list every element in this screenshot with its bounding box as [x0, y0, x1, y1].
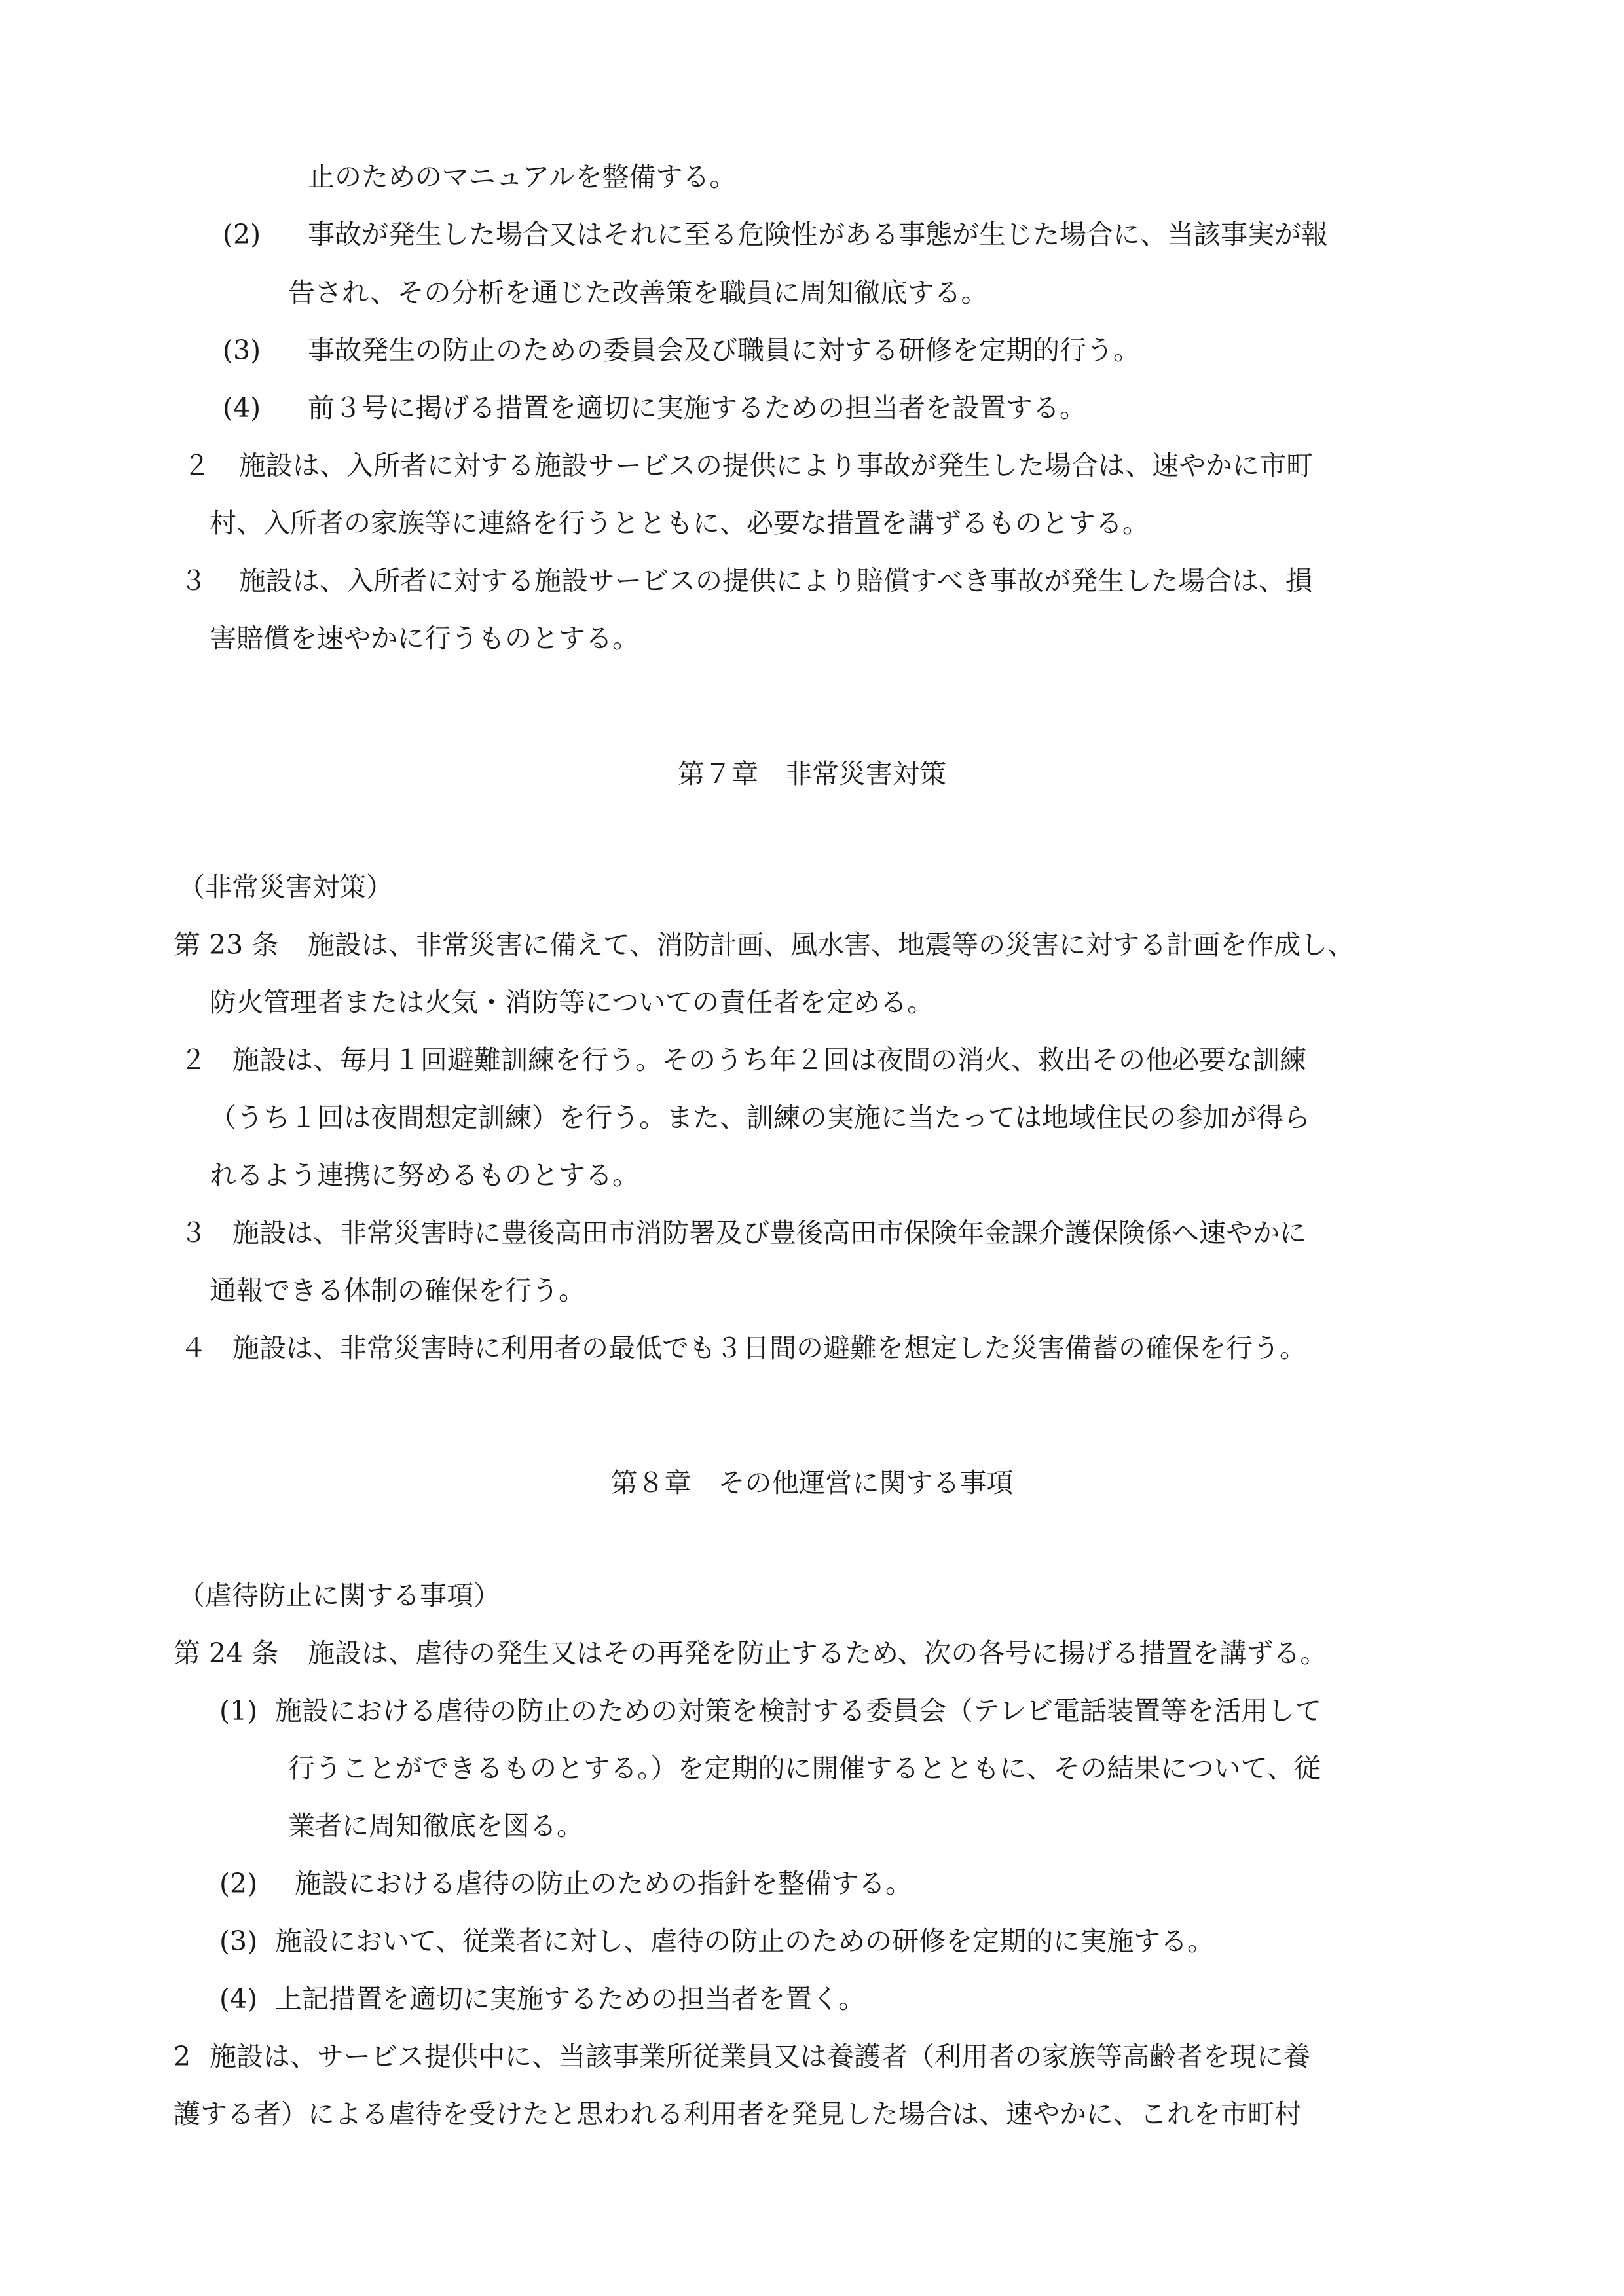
text-line: 前３号に掲げる措置を適切に実施するための担当者を設置する。: [308, 392, 1086, 424]
text-line: 害賠償を速やかに行うものとする。: [210, 623, 639, 654]
text-line: 通報できる体制の確保を行う。: [210, 1275, 585, 1306]
text-line: 施設は、非常災害時に豊後高田市消防署及び豊後高田市保険年金課介護保険係へ速やかに: [232, 1217, 1306, 1248]
paragraph-number: ４: [180, 1332, 207, 1364]
paragraph-number: ２: [180, 1044, 207, 1076]
text-line: 施設は、入所者に対する施設サービスの提供により賠償すべき事故が発生した場合は、損: [239, 565, 1313, 596]
text-line: 護する者）による虐待を受けたと思われる利用者を発見した場合は、速やかに、これを市町村: [174, 2098, 1301, 2130]
text-line: 村、入所者の家族等に連絡を行うとともに、必要な措置を講ずるものとする。: [210, 507, 1149, 539]
text-line: 上記措置を適切に実施するための担当者を置く。: [275, 1983, 866, 2014]
text-line: れるよう連携に努めるものとする。: [210, 1159, 639, 1191]
text-line: 防火管理者または火気・消防等についての責任者を定める。: [210, 987, 934, 1018]
text-line: 止のためのマニュアルを整備する。: [308, 161, 737, 192]
text-line: 施設は、毎月１回避難訓練を行う。そのうち年２回は夜間の消火、救出その他必要な訓練: [232, 1044, 1306, 1076]
text-line: 行うことができるものとする。）を定期的に開催するとともに、その結果について、従: [288, 1753, 1321, 1784]
text-line: 施設は、入所者に対する施設サービスの提供により事故が発生した場合は、速やかに市町: [239, 450, 1313, 481]
item-marker: (2): [219, 1868, 258, 1899]
article-caption: （非常災害対策）: [178, 871, 393, 903]
text-line: （うち１回は夜間想定訓練）を行う。また、訓練の実施に当たっては地域住民の参加が得ら: [210, 1102, 1310, 1133]
item-marker: (4): [223, 392, 261, 424]
text-line: 施設は、虐待の発生又はその再発を防止するため、次の各号に揚げる措置を講ずる。: [308, 1637, 1327, 1669]
text-line: 業者に周知徹底を図る。: [288, 1810, 583, 1842]
text-line: 施設は、非常災害時に利用者の最低でも３日間の避難を想定した災害備蓄の確保を行う。: [232, 1332, 1306, 1364]
item-marker: (2): [223, 219, 261, 250]
text-line: 施設における虐待の防止のための指針を整備する。: [295, 1868, 912, 1899]
text-line: 事故発生の防止のための委員会及び職員に対する研修を定期的行う。: [308, 335, 1140, 366]
chapter-heading: 第８章 その他運営に関する事項: [610, 1467, 1014, 1499]
item-marker: (1): [219, 1695, 258, 1726]
item-marker: (3): [219, 1925, 258, 1957]
text-line: 施設における虐待の防止のための対策を検討する委員会（テレビ電話装置等を活用して: [275, 1695, 1322, 1726]
text-line: 施設は、サービス提供中に、当該事業所従業員又は養護者（利用者の家族等高齢者を現に養: [210, 2041, 1310, 2072]
paragraph-number: ３: [180, 565, 207, 596]
text-line: 告され、その分析を通じた改善策を職員に周知徹底する。: [288, 277, 988, 308]
item-marker: (3): [223, 335, 261, 366]
article-caption: （虐待防止に関する事項）: [178, 1580, 500, 1611]
paragraph-number: 2: [174, 2041, 191, 2072]
item-marker: (4): [219, 1983, 258, 2014]
text-line: 事故が発生した場合又はそれに至る危険性がある事態が生じた場合に、当該事実が報: [308, 219, 1328, 250]
text-line: 施設において、従業者に対し、虐待の防止のための研修を定期的に実施する。: [275, 1925, 1215, 1957]
paragraph-number: ３: [180, 1217, 207, 1248]
article-number: 第 24 条: [174, 1637, 279, 1669]
paragraph-number: ２: [183, 450, 210, 481]
chapter-heading: 第７章 非常災害対策: [678, 758, 946, 790]
article-number: 第 23 条: [174, 929, 279, 960]
text-line: 施設は、非常災害に備えて、消防計画、風水害、地震等の災害に対する計画を作成し、: [308, 929, 1355, 960]
